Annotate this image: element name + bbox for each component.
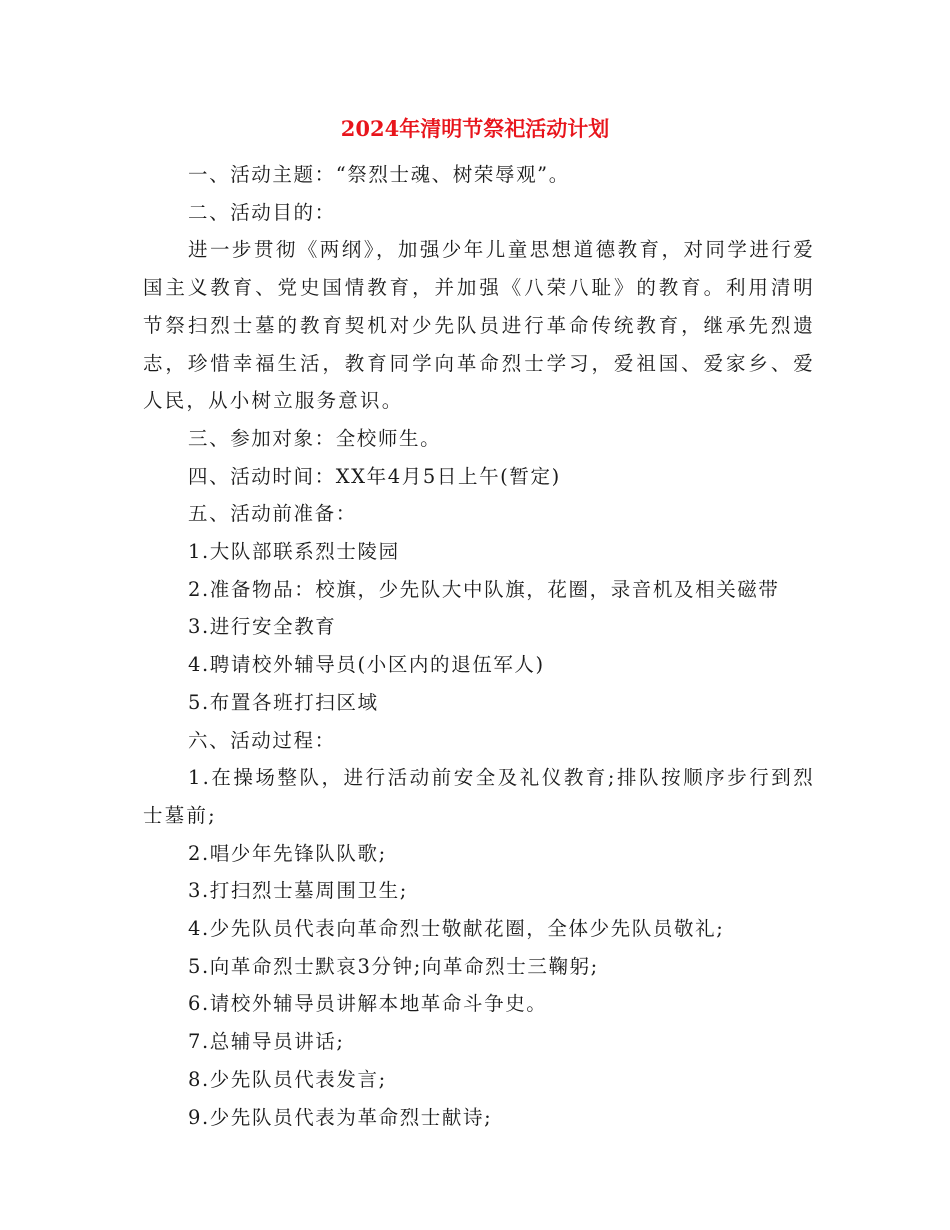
process-item-3: 3.打扫烈士墓周围卫生; [188,879,408,903]
document-body [143,156,815,1136]
section-time: 四、活动时间：XX年4月5日上午(暂定) [188,464,561,488]
prep-item-2: 2.准备物品：校旗，少先队大中队旗，花圈，录音机及相关磁带 [188,577,780,601]
process-item-9: 9.少先队员代表为革命烈士献诗; [188,1105,493,1129]
process-item-7: 7.总辅导员讲话; [188,1030,345,1054]
document-title: 2024年清明节祭祀活动计划 [340,116,610,141]
purpose-paragraph: 进一步贯彻《两纲》，加强少年儿童思想道德教育，对同学进行爱国主义教育、党史国情教育，并加强《八荣八耻》的教育。利用清明节祭扫烈士墓的教育契机对少先队员进行革命传统教育，继承先烈遗志，珍惜幸福生活，教育同学向革命烈士学习，爱祖国、爱家乡、爱人民，从小树立服务意识。 [143,238,815,413]
process-item-8: 8.少先队员代表发言; [188,1067,387,1091]
process-item-4: 4.少先队员代表向革命烈士敬献花圈，全体少先队员敬礼; [188,917,725,941]
process-item-5: 5.向革命烈士默哀3分钟;向革命烈士三鞠躬; [188,954,599,978]
process-item-1: 1.在操场整队，进行活动前安全及礼仪教育;排队按顺序步行到烈士墓前; [143,766,815,827]
section-process-heading: 六、活动过程： [188,728,336,752]
section-preparation-heading: 五、活动前准备： [188,502,357,526]
process-item-2: 2.唱少年先锋队队歌; [188,841,387,865]
process-item-6: 6.请校外辅导员讲解本地革命斗争史。 [188,992,548,1016]
prep-item-4: 4.聘请校外辅导员(小区内的退伍军人) [188,653,545,677]
prep-item-3: 3.进行安全教育 [188,615,337,639]
section-purpose-heading: 二、活动目的： [188,200,336,224]
prep-item-1: 1.大队部联系烈士陵园 [188,540,400,564]
section-theme: 一、活动主题：“祭烈士魂、树荣辱观”。 [188,163,570,186]
section-participants: 三、参加对象：全校师生。 [188,426,442,450]
prep-item-5: 5.布置各班打扫区域 [188,690,379,714]
